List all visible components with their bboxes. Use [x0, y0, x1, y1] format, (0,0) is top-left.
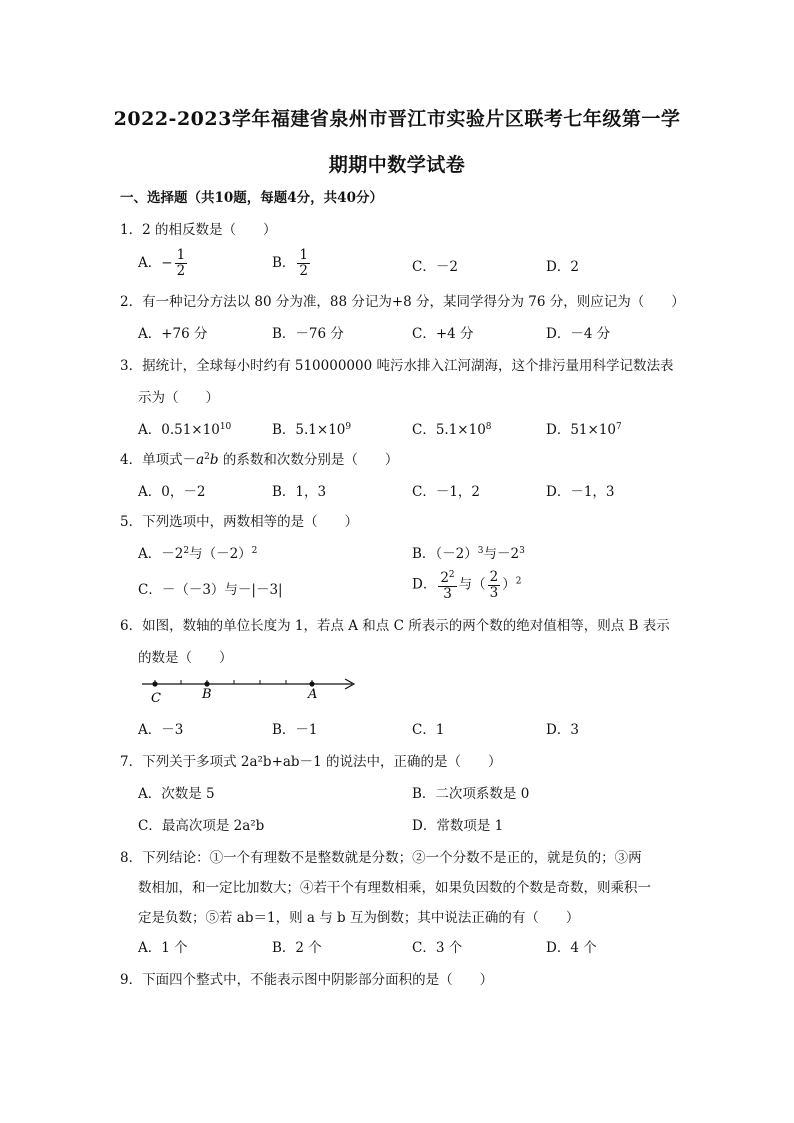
- question-6-stem-line2: 的数是（ ）: [138, 650, 233, 666]
- point-b-dot: [204, 681, 209, 686]
- point-c-label: C: [151, 691, 161, 706]
- question-9-stem: 9．下面四个整式中，不能表示图中阴影部分面积的是（ ）: [120, 972, 494, 988]
- point-c-dot: [152, 681, 157, 686]
- exponent: 7: [616, 422, 622, 432]
- question-5-stem: 5．下列选项中，两数相等的是（ ）: [120, 514, 359, 530]
- q1-option-a: [138, 248, 189, 279]
- exponent: 3: [477, 546, 484, 556]
- q6-option-a: A．－3: [138, 722, 184, 738]
- option-text: ）: [502, 576, 516, 593]
- option-text: 与（: [458, 576, 486, 593]
- exam-title-line1: 2022-2023学年福建省泉州市晋江市实验片区联考七年级第一学: [113, 108, 681, 130]
- q5-option-d: [412, 568, 521, 602]
- question-8-line2: 数相加，和一定比加数大；④若干个有理数相乘，如果负因数的个数是奇数，则乘积一: [138, 880, 651, 896]
- q2-option-b: B．－76 分: [272, 326, 344, 342]
- q5-option-a: [138, 542, 257, 562]
- exponent: 10: [219, 422, 232, 432]
- stem-text: 的系数和次数分别是（ ）: [218, 452, 399, 468]
- option-text: A．0.51×10: [138, 422, 220, 438]
- q5-option-c: C．－（－3）与－|－3|: [138, 582, 283, 598]
- q8-option-b: B．2 个: [272, 940, 322, 956]
- point-b-label: B: [202, 687, 212, 702]
- q3-option-c: [412, 418, 492, 438]
- number-line-figure: [140, 672, 370, 708]
- q6-option-d: D．3: [546, 722, 579, 738]
- option-text: A．－2: [138, 546, 184, 562]
- question-8-line3: 定是负数；⑤若 ab＝1，则 a 与 b 互为倒数；其中说法正确的有（ ）: [138, 910, 580, 926]
- exponent: 2: [448, 570, 455, 580]
- q7-option-d: D．常数项是 1: [412, 818, 504, 834]
- denominator: 2: [176, 263, 186, 279]
- question-2-stem: 2．有一种记分方法以 80 分为准，88 分记为+8 分，某同学得分为 76 分，则应记为（ ）: [120, 294, 685, 310]
- denominator: 3: [443, 586, 452, 602]
- q3-option-b: [272, 418, 351, 438]
- section-heading: 一、选择题（共10题，每题4分，共40分）: [120, 190, 383, 206]
- q4-option-d: D．－1，3: [546, 484, 615, 500]
- fraction: [175, 248, 188, 279]
- exponent: 2: [183, 546, 190, 556]
- numerator: [438, 568, 456, 587]
- option-label: D．: [412, 576, 437, 593]
- q8-option-a: A．1 个: [138, 940, 188, 956]
- option-text: 与（－2）: [189, 546, 252, 562]
- q3-option-d: [546, 418, 622, 438]
- question-1-stem: 1．2 的相反数是（ ）: [120, 222, 277, 238]
- numerator: 1: [299, 247, 309, 263]
- q6-option-c: C．1: [412, 722, 445, 738]
- q5-option-b: [412, 542, 525, 562]
- exponent: 9: [345, 422, 352, 432]
- q8-option-d: D．4 个: [546, 940, 597, 956]
- q4-option-a: A．0，－2: [138, 484, 206, 500]
- question-3-stem-line2: 示为（ ）: [138, 390, 219, 406]
- option-text: D．51×10: [546, 422, 616, 438]
- question-7-stem: 7．下列关于多项式 2a²b+ab－1 的说法中，正确的是（ ）: [120, 754, 502, 770]
- fraction: [297, 248, 310, 279]
- variable: a: [196, 452, 205, 468]
- q1-option-d: D．2: [546, 259, 579, 275]
- q6-option-b: B．－1: [272, 722, 318, 738]
- q1-option-b: [272, 248, 312, 279]
- q2-option-a: A．+76 分: [138, 326, 208, 342]
- exponent: 2: [251, 546, 258, 556]
- option-label: A．: [138, 255, 162, 271]
- exam-title-line2: 期期中数学试卷: [328, 154, 466, 176]
- q3-option-a: [138, 418, 231, 438]
- stem-text: 4．单项式－: [120, 452, 197, 468]
- question-4-stem: [120, 448, 398, 468]
- q2-option-d: D．－4 分: [546, 326, 611, 342]
- option-label: B．: [272, 255, 296, 271]
- option-text: C．5.1×10: [412, 422, 486, 438]
- q2-option-c: C．+4 分: [412, 326, 474, 342]
- variable: b: [209, 452, 219, 468]
- exponent: 2: [204, 452, 210, 462]
- numerator: 1: [176, 247, 186, 263]
- exponent: 2: [515, 576, 522, 587]
- option-text: B．（－2）: [412, 546, 478, 562]
- fraction: [488, 570, 501, 601]
- exponent: 8: [485, 422, 492, 432]
- q1-option-c: C．－2: [412, 259, 458, 275]
- point-a-label: A: [308, 687, 318, 702]
- point-a-dot: [309, 681, 314, 686]
- exponent: 3: [519, 546, 525, 556]
- q7-option-b: B．二次项系数是 0: [412, 786, 530, 802]
- denominator: 3: [489, 584, 499, 601]
- option-text: B．5.1×10: [272, 422, 346, 438]
- q4-option-b: B．1，3: [272, 484, 327, 500]
- question-8-line1: 8．下列结论：①一个有理数不是整数就是分数；②一个分数不是正的，就是负的；③两: [120, 850, 642, 866]
- fraction: [438, 568, 456, 602]
- q8-option-c: C．3 个: [412, 940, 463, 956]
- denominator: 2: [299, 263, 309, 279]
- minus-sign: −: [161, 255, 173, 271]
- q7-option-a: A．次数是 5: [138, 786, 215, 802]
- option-text: 与－2: [483, 546, 520, 562]
- q4-option-c: C．－1，2: [412, 484, 481, 500]
- base: 2: [440, 570, 449, 586]
- q7-option-c: C．最高次项是 2a²b: [138, 818, 265, 834]
- numerator: 2: [489, 568, 499, 585]
- question-6-stem-line1: 6．如图，数轴的单位长度为 1，若点 A 和点 C 所表示的两个数的绝对值相等，则点 B 表示: [120, 618, 670, 634]
- question-3-stem-line1: 3．据统计，全球每小时约有 510000000 吨污水排入江河湖海，这个排污量用科学记数法表: [120, 358, 674, 374]
